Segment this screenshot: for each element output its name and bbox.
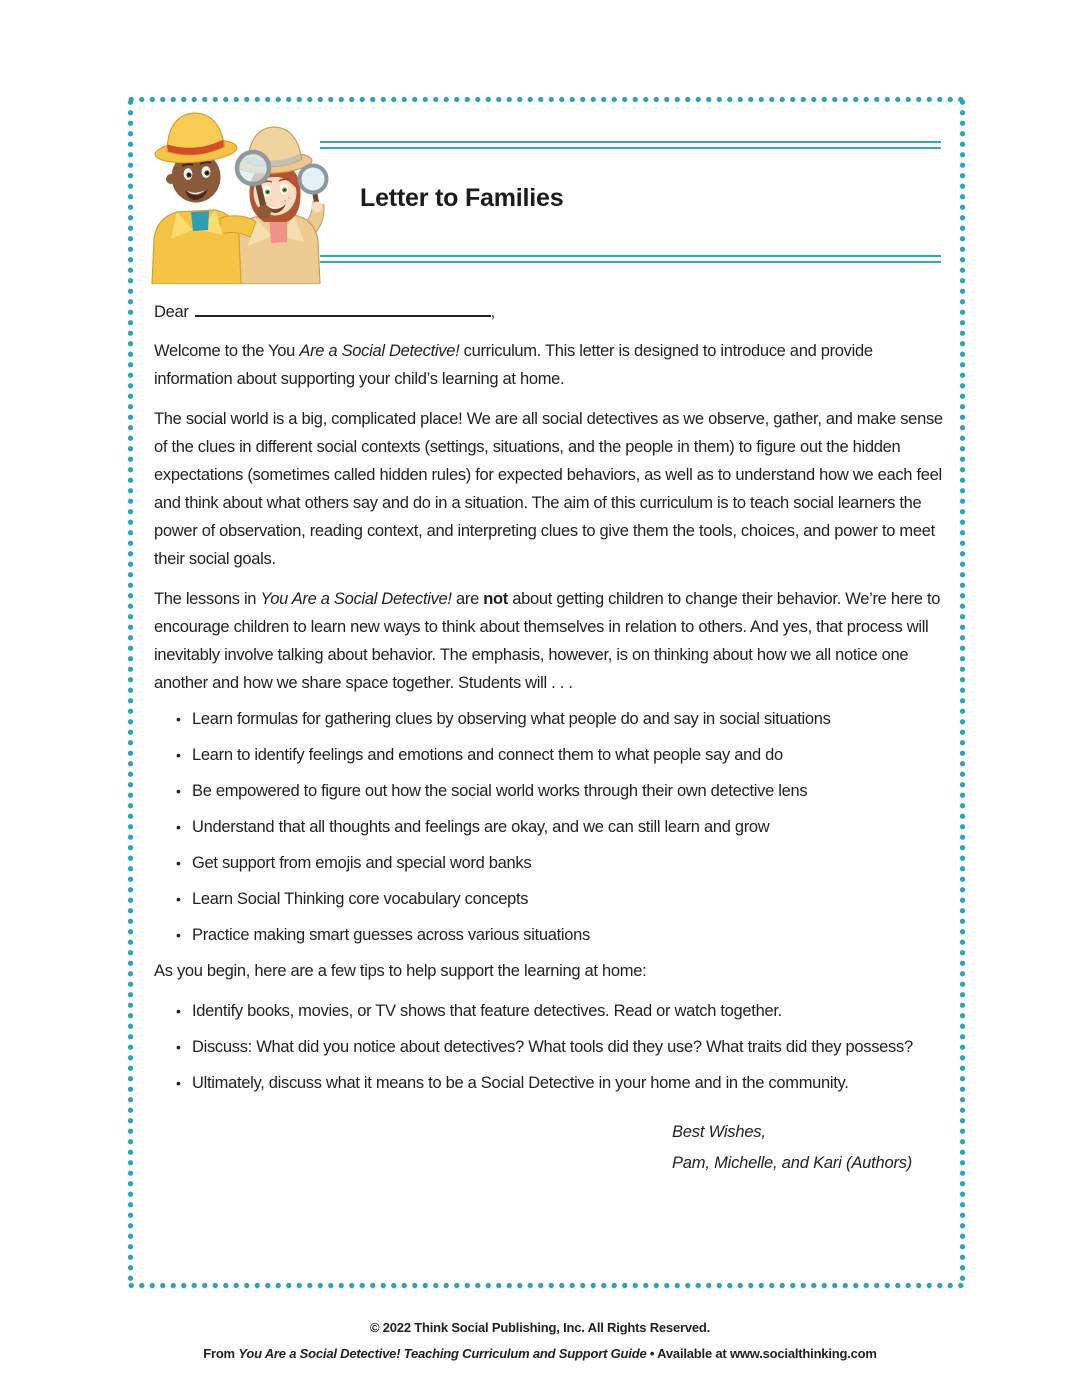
dotted-border-bottom xyxy=(126,1282,968,1289)
bullet-icon: • xyxy=(176,1039,181,1055)
letter-body xyxy=(154,298,954,1179)
header-rule-top-2 xyxy=(320,147,941,149)
list-item: • Learn to identify feelings and emotions and connect them to what people say and do xyxy=(154,741,954,769)
salutation-label: Dear xyxy=(154,303,189,321)
salutation-comma: , xyxy=(490,303,495,321)
signature-closing: Best Wishes, xyxy=(672,1123,766,1141)
bullet-icon: • xyxy=(176,891,181,907)
header-rule-bottom-2 xyxy=(320,261,941,263)
list-item: • Discuss: What did you notice about detectives? What tools did they use? What traits did they possess? xyxy=(154,1033,954,1061)
copyright-line: © 2022 Think Social Publishing, Inc. All Rights Reserved. xyxy=(369,1320,711,1335)
tips-intro: As you begin, here are a few tips to help support the learning at home: xyxy=(154,962,647,980)
bullet-icon: • xyxy=(176,819,181,835)
list-item: • Ultimately, discuss what it means to be a Social Detective in your home and in the community. xyxy=(154,1069,954,1097)
source-line: From You Are a Social Detective! Teaching Curriculum and Support Guide • Available at www.socialthinking.com xyxy=(203,1346,877,1361)
bullet-icon: • xyxy=(176,1003,181,1019)
dotted-border-top xyxy=(126,96,968,103)
list-item: • Be empowered to figure out how the social world works through their own detective lens xyxy=(154,777,954,805)
student-bullet-list xyxy=(154,705,954,949)
signature-authors: Pam, Michelle, and Kari (Authors) xyxy=(672,1154,913,1172)
list-item: • Practice making smart guesses across various situations xyxy=(154,921,954,949)
page-title: Letter to Families xyxy=(360,184,564,212)
boy-detective-figure xyxy=(152,110,256,284)
bullet-icon: • xyxy=(176,783,181,799)
signature-block xyxy=(672,1117,954,1179)
dotted-border-left xyxy=(127,97,134,1287)
header-rule-top-1 xyxy=(320,141,941,143)
list-item: • Get support from emojis and special word banks xyxy=(154,849,954,877)
list-item: • Identify books, movies, or TV shows that feature detectives. Read or watch together. xyxy=(154,997,954,1025)
bullet-icon: • xyxy=(176,747,181,763)
bullet-icon: • xyxy=(176,927,181,943)
list-item: • Learn Social Thinking core vocabulary concepts xyxy=(154,885,954,913)
dotted-border-right xyxy=(959,97,966,1287)
tips-list xyxy=(154,997,954,1097)
bullet-icon: • xyxy=(176,1075,181,1091)
name-blank-line xyxy=(195,303,491,317)
bullet-icon: • xyxy=(176,855,181,871)
girl-detective-figure xyxy=(230,125,324,284)
detectives-illustration xyxy=(136,106,332,284)
header-rule-bottom-1 xyxy=(320,255,941,257)
list-item: • Learn formulas for gathering clues by observing what people do and say in social situations xyxy=(154,705,954,733)
list-item: • Understand that all thoughts and feelings are okay, and we can still learn and grow xyxy=(154,813,954,841)
paragraph-welcome: Welcome to the You Are a Social Detective! curriculum. This letter is designed to introduce and provide information about supporting your child’s learning at home. xyxy=(154,342,873,388)
bullet-icon: • xyxy=(176,711,181,727)
salutation xyxy=(154,298,954,326)
paragraph-lessons: The lessons in You Are a Social Detective! are not about getting children to change their behavior. We’re here to encourage children to learn new ways to think about themselves in relation to others. And yes, that process will inevitably involve talking about behavior. The emphasis, however, is on thinking about how we all notice one another and how we share space together. Students will . . . xyxy=(154,590,941,692)
paragraph-social-world: The social world is a big, complicated place! We are all social detectives as we observe, gather, and make sense of the clues in different social contexts (settings, situations, and the people in them) to figure out the hidden expectations (sometimes called hidden rules) for expected behaviors, as well as to understand how we each feel and think about what others say and do in a situation. The aim of this curriculum is to teach social learners the power of observation, reading context, and interpreting clues to give them the tools, choices, and power to meet their social goals. xyxy=(154,410,943,568)
